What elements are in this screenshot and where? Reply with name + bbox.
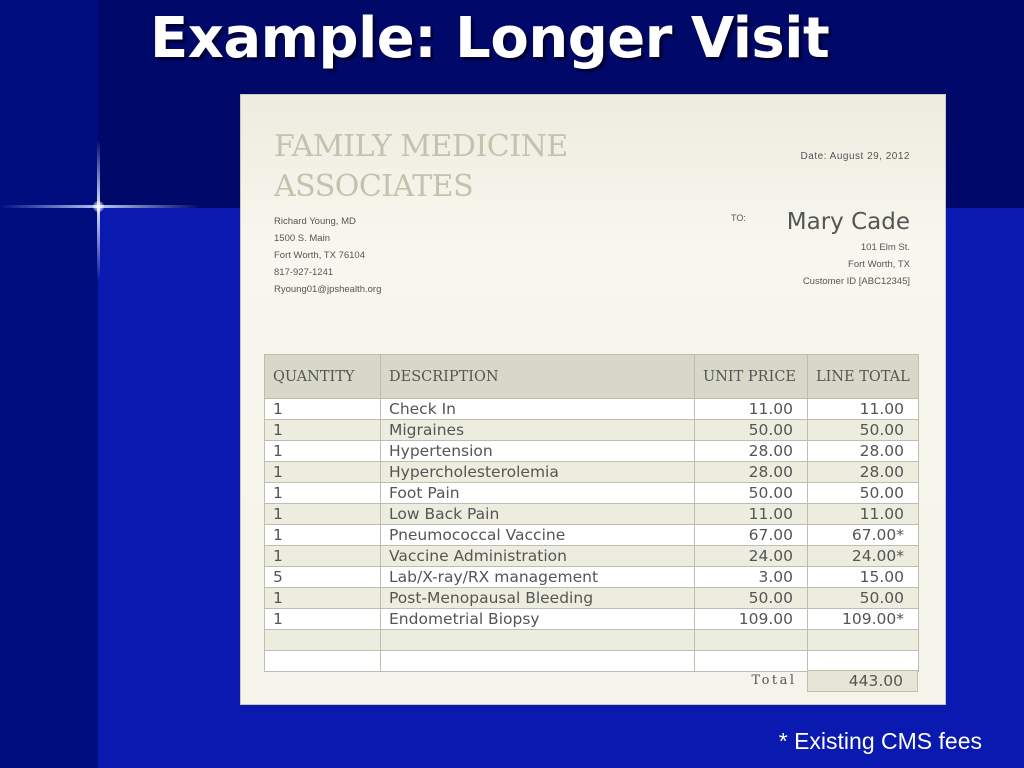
light-flare-center	[93, 201, 104, 212]
unit-price-cell: 11.00	[695, 504, 808, 525]
table-header-row	[265, 355, 919, 399]
description-cell: Migraines	[381, 420, 695, 441]
sender-doctor: Richard Young, MD	[274, 216, 356, 227]
table-row	[265, 525, 919, 546]
table-row	[265, 588, 919, 609]
line-total-cell	[808, 651, 919, 672]
sender-address	[274, 213, 381, 298]
table-row	[265, 399, 919, 420]
line-total-cell: 67.00*	[808, 525, 919, 546]
table-row	[265, 441, 919, 462]
description-cell: Lab/X-ray/RX management	[381, 567, 695, 588]
invoice-date: Date: August 29, 2012	[800, 151, 910, 162]
unit-price-cell	[695, 651, 808, 672]
description-cell: Check In	[381, 399, 695, 420]
to-label: TO:	[731, 213, 746, 223]
company-name-line-1: FAMILY MEDICINE	[274, 129, 568, 164]
sender-street: 1500 S. Main	[274, 233, 330, 244]
column-header-quantity: QUANTITY	[265, 355, 381, 399]
description-cell: Hypercholesterolemia	[381, 462, 695, 483]
column-header-description: DESCRIPTION	[381, 355, 695, 399]
table-row	[265, 651, 919, 672]
quantity-cell: 1	[265, 483, 381, 504]
unit-price-cell: 28.00	[695, 462, 808, 483]
line-total-cell: 11.00	[808, 399, 919, 420]
slide-title: Example: Longer Visit	[150, 6, 830, 71]
description-cell: Post-Menopausal Bleeding	[381, 588, 695, 609]
line-total-cell: 109.00*	[808, 609, 919, 630]
description-cell	[381, 630, 695, 651]
sender-phone: 817-927-1241	[274, 267, 334, 278]
table-row	[265, 609, 919, 630]
company-name	[274, 127, 568, 207]
unit-price-cell	[695, 630, 808, 651]
sender-city: Fort Worth, TX 76104	[274, 250, 365, 261]
unit-price-cell: 67.00	[695, 525, 808, 546]
recipient-name: Mary Cade	[786, 209, 910, 235]
company-name-line-2: ASSOCIATES	[274, 169, 474, 204]
description-cell: Vaccine Administration	[381, 546, 695, 567]
description-cell	[381, 651, 695, 672]
line-total-cell: 50.00	[808, 420, 919, 441]
description-cell: Endometrial Biopsy	[381, 609, 695, 630]
quantity-cell: 1	[265, 525, 381, 546]
table-row	[265, 420, 919, 441]
total-value: 443.00	[807, 670, 918, 692]
quantity-cell: 1	[265, 441, 381, 462]
recipient-customer-id: Customer ID [ABC12345]	[802, 276, 910, 287]
table-row	[265, 630, 919, 651]
line-total-cell: 24.00*	[808, 546, 919, 567]
quantity-cell: 1	[265, 609, 381, 630]
unit-price-cell: 3.00	[695, 567, 808, 588]
sender-email: Ryoung01@jpshealth.org	[274, 284, 382, 295]
line-total-cell: 50.00	[808, 588, 919, 609]
total-label: Total	[751, 673, 797, 688]
unit-price-cell: 24.00	[695, 546, 808, 567]
unit-price-cell: 28.00	[695, 441, 808, 462]
unit-price-cell: 50.00	[695, 483, 808, 504]
line-total-cell: 28.00	[808, 441, 919, 462]
unit-price-cell: 109.00	[695, 609, 808, 630]
footnote: * Existing CMS fees	[778, 728, 982, 754]
line-items-table	[264, 354, 919, 672]
quantity-cell: 5	[265, 567, 381, 588]
unit-price-cell: 50.00	[695, 420, 808, 441]
description-cell: Hypertension	[381, 441, 695, 462]
description-cell: Pneumococcal Vaccine	[381, 525, 695, 546]
quantity-cell: 1	[265, 588, 381, 609]
line-total-cell: 11.00	[808, 504, 919, 525]
invoice-document	[240, 94, 946, 705]
background-left-panel	[0, 0, 98, 768]
recipient-street: 101 Elm St.	[860, 242, 910, 253]
line-total-cell: 50.00	[808, 483, 919, 504]
column-header-unit-price: UNIT PRICE	[695, 355, 808, 399]
table-row	[265, 462, 919, 483]
quantity-cell: 1	[265, 420, 381, 441]
table-row	[265, 567, 919, 588]
line-total-cell	[808, 630, 919, 651]
unit-price-cell: 50.00	[695, 588, 808, 609]
quantity-cell: 1	[265, 399, 381, 420]
recipient-city: Fort Worth, TX	[848, 259, 910, 270]
line-total-cell: 28.00	[808, 462, 919, 483]
quantity-cell	[265, 651, 381, 672]
quantity-cell: 1	[265, 504, 381, 525]
quantity-cell: 1	[265, 546, 381, 567]
table-row	[265, 504, 919, 525]
table-row	[265, 546, 919, 567]
description-cell: Low Back Pain	[381, 504, 695, 525]
table-row	[265, 483, 919, 504]
recipient-address	[787, 205, 910, 290]
unit-price-cell: 11.00	[695, 399, 808, 420]
column-header-line-total: LINE TOTAL	[808, 355, 919, 399]
description-cell: Foot Pain	[381, 483, 695, 504]
quantity-cell: 1	[265, 462, 381, 483]
total-row	[264, 670, 918, 692]
line-total-cell: 15.00	[808, 567, 919, 588]
quantity-cell	[265, 630, 381, 651]
